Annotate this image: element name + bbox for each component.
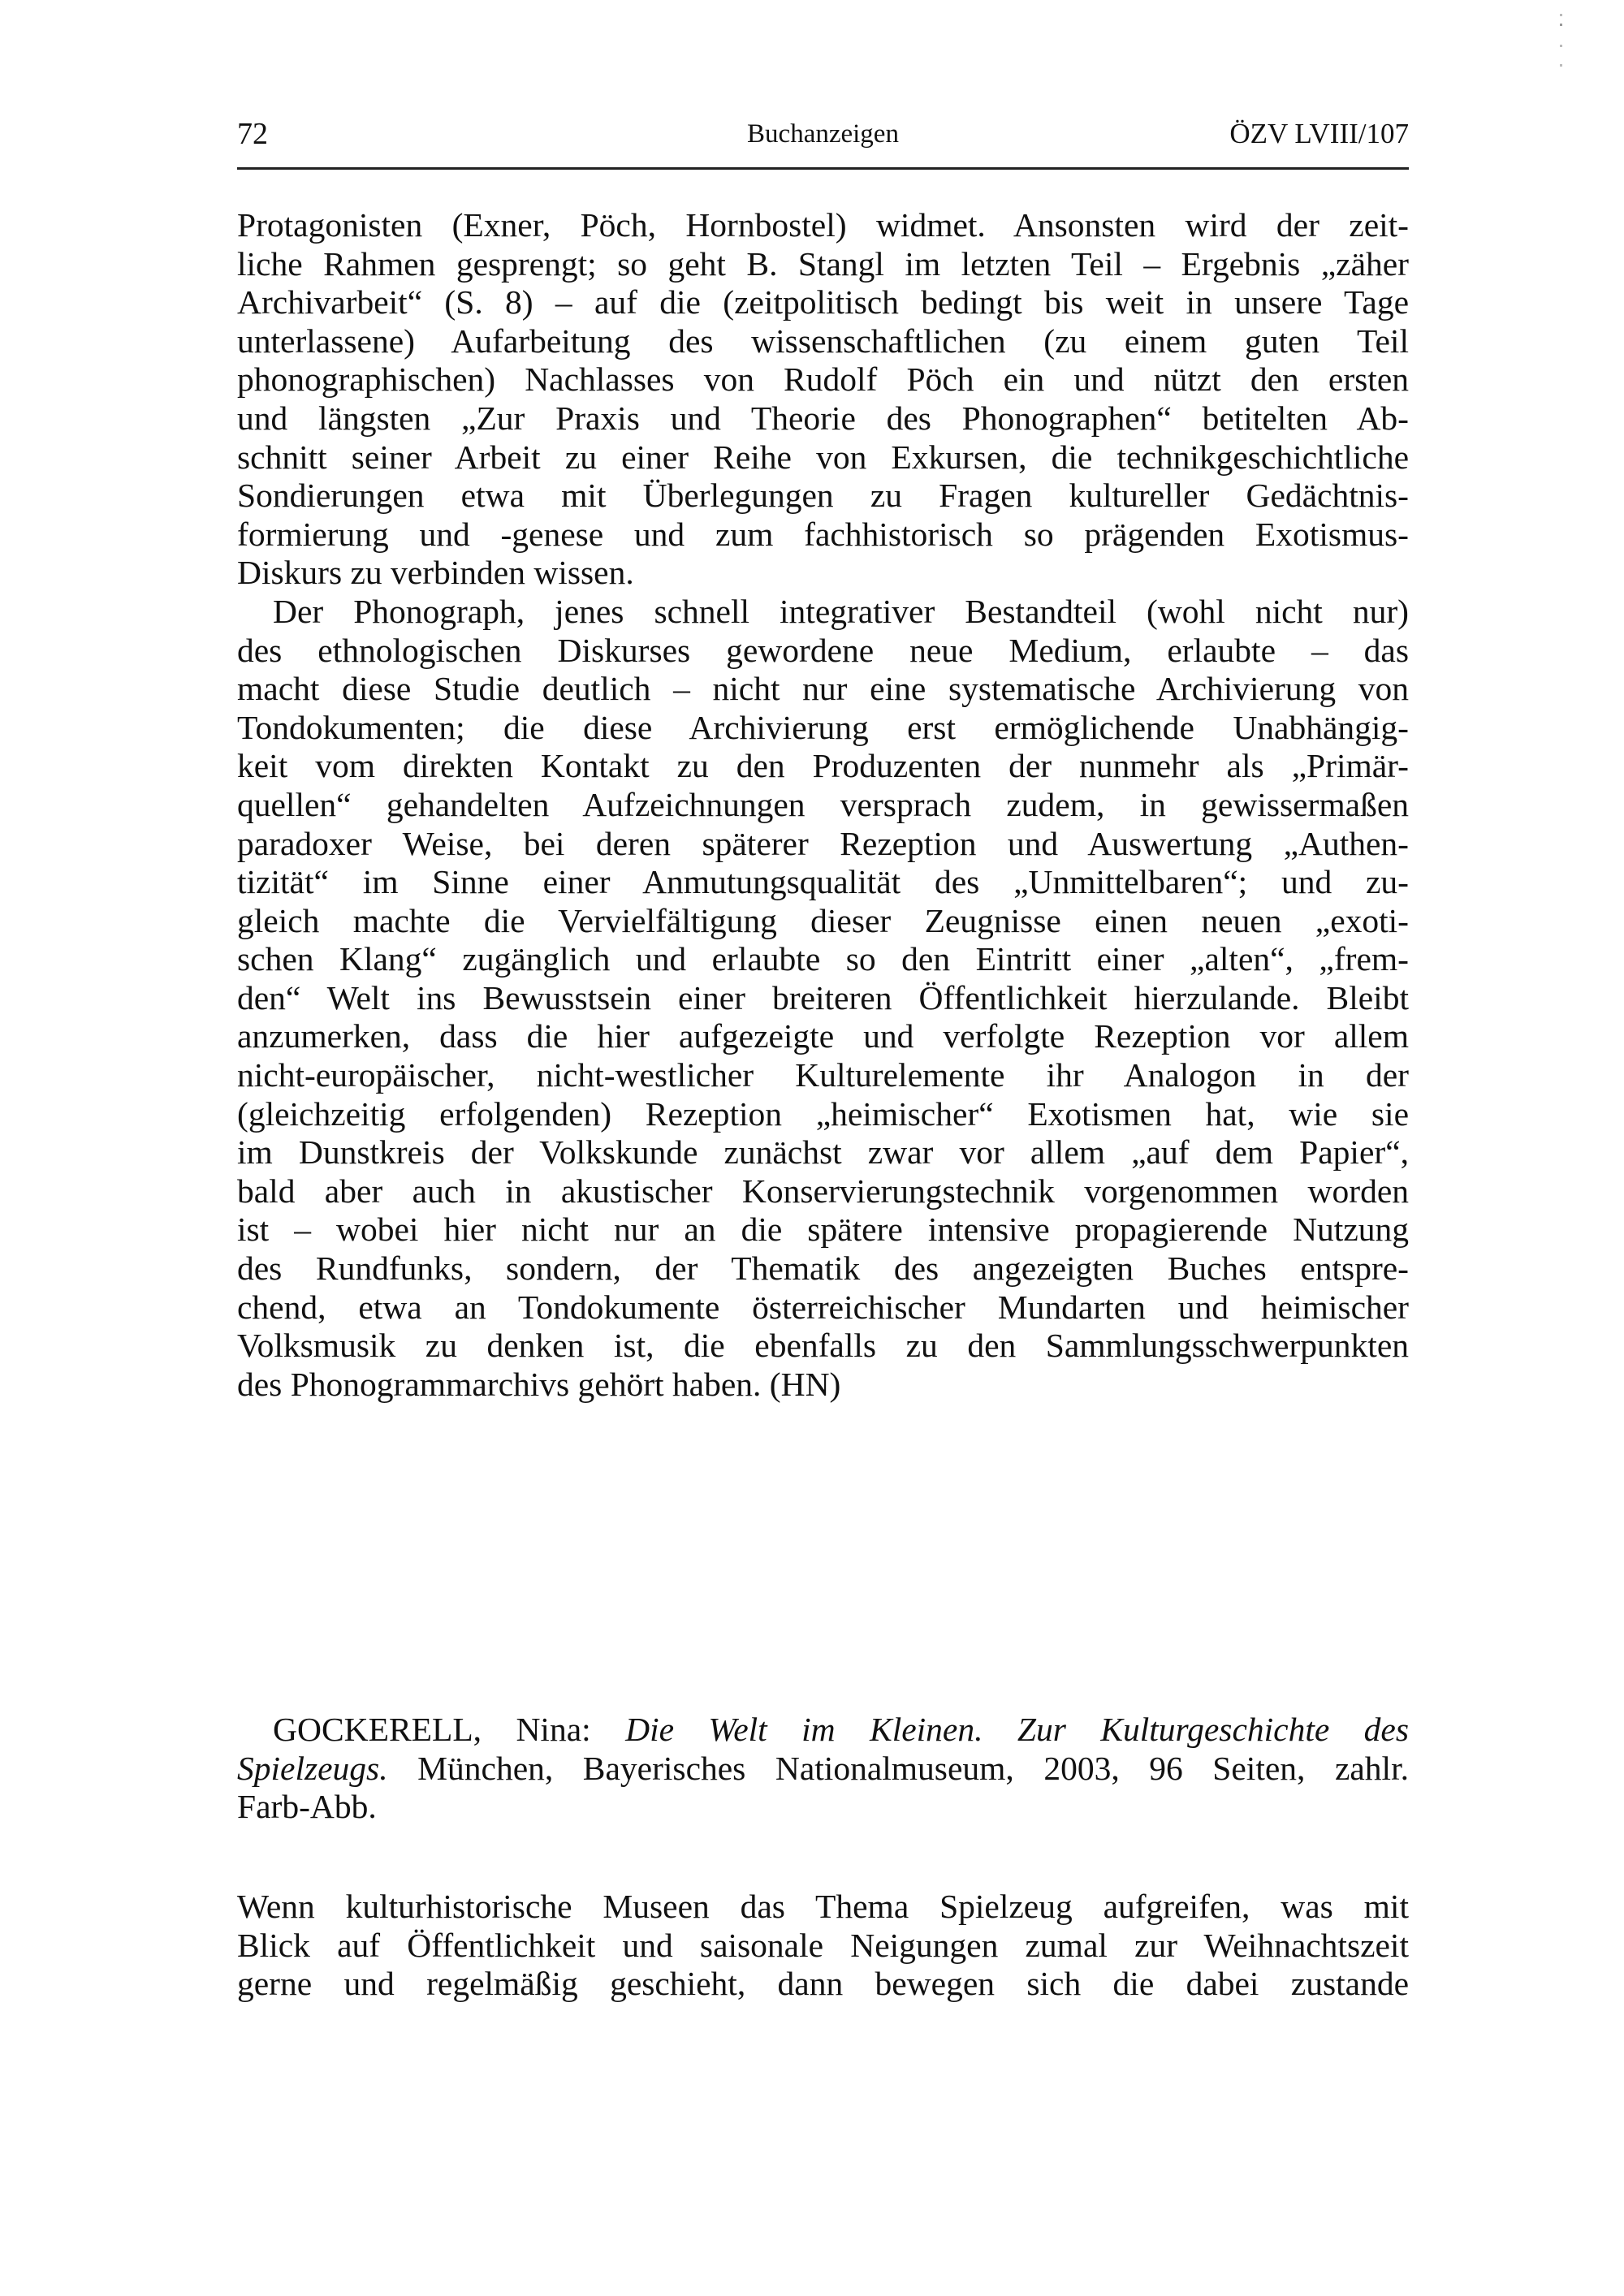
text-line: bald aber auch in akustischer Konservierungstechnik vorgenommen worden bbox=[237, 1172, 1409, 1210]
text-line: Tondokumenten; die diese Archivierung erst ermöglichende Unabhängig- bbox=[237, 708, 1409, 746]
text-line: paradoxer Weise, bei deren späterer Rezeption und Auswertung „Authen- bbox=[237, 824, 1409, 862]
text-line: schen Klang“ zugänglich und erlaubte so den Eintritt einer „alten“, „frem- bbox=[237, 940, 1409, 978]
text-line: Blick auf Öffentlichkeit und saisonale Neigungen zumal zur Weihnachtszeit bbox=[237, 1926, 1409, 1964]
citation-illustrations: Farb-Abb. bbox=[237, 1788, 377, 1826]
citation-title-end: Spielzeugs. bbox=[237, 1749, 388, 1787]
text-line: des Phonogrammarchivs gehört haben. (HN) bbox=[237, 1365, 841, 1403]
review-continued-text bbox=[237, 206, 1409, 1404]
citation-line-2 bbox=[237, 1750, 1409, 1789]
text-line: chend, etwa an Tondokumente österreichischer Mundarten und heimischer bbox=[237, 1288, 1409, 1326]
citation-author: GOCKERELL, Nina: bbox=[273, 1711, 591, 1748]
text-line: quellen“ gehandelten Aufzeichnungen versprach zudem, in gewissermaßen bbox=[237, 785, 1409, 823]
text-line: Der Phonograph, jenes schnell integrativer Bestandteil (wohl nicht nur) bbox=[273, 592, 1409, 630]
citation-title: Die Welt im Kleinen. Zur Kulturgeschichte des bbox=[625, 1711, 1410, 1748]
text-line: gerne und regelmäßig geschieht, dann bewegen sich die dabei zustande bbox=[237, 1965, 1409, 2003]
header-rule-divider bbox=[237, 167, 1409, 170]
text-line: anzumerken, dass die hier aufgezeigte und verfolgte Rezeption vor allem bbox=[237, 1017, 1409, 1055]
text-line: macht diese Studie deutlich – nicht nur eine systematische Archivierung von bbox=[237, 670, 1409, 708]
text-line: Archivarbeit“ (S. 8) – auf die (zeitpolitisch bedingt bis weit in unsere Tage bbox=[237, 283, 1409, 322]
text-line: (gleichzeitig erfolgenden) Rezeption „heimischer“ Exotismen hat, wie sie bbox=[237, 1094, 1409, 1133]
journal-reference: ÖZV LVIII/107 bbox=[1229, 118, 1409, 149]
text-line: Sondierungen etwa mit Überlegungen zu Fragen kultureller Gedächtnis- bbox=[237, 477, 1409, 515]
text-line: tizität“ im Sinne einer Anmutungsqualität des „Unmittelbaren“; und zu- bbox=[237, 863, 1409, 901]
paragraph-1 bbox=[237, 206, 1409, 593]
text-line: liche Rahmen gesprengt; so geht B. Stangl im letzten Teil – Ergebnis „zäher bbox=[237, 244, 1409, 283]
text-line: des ethnologischen Diskurses gewordene neue Medium, erlaubte – das bbox=[237, 631, 1409, 669]
text-line: formierung und -genese und zum fachhistorisch so prägenden Exotismus- bbox=[237, 515, 1409, 553]
book-citation bbox=[237, 1711, 1409, 1827]
text-line: gleich machte die Vervielfältigung dieser Zeugnisse einen neuen „exoti- bbox=[237, 901, 1409, 939]
text-line: Protagonisten (Exner, Pöch, Hornbostel) widmet. Ansonsten wird der zeit- bbox=[237, 206, 1409, 244]
text-line: nicht-europäischer, nicht-westlicher Kulturelemente ihr Analogon in der bbox=[237, 1056, 1409, 1094]
text-line: Wenn kulturhistorische Museen das Thema Spielzeug aufgreifen, was mit bbox=[237, 1888, 1409, 1925]
section-title: Buchanzeigen bbox=[747, 119, 899, 149]
text-line: im Dunstkreis der Volkskunde zunächst zwar vor allem „auf dem Papier“, bbox=[237, 1133, 1409, 1172]
citation-line-3 bbox=[237, 1788, 1409, 1827]
text-line: phonographischen) Nachlasses von Rudolf Pöch ein und nützt den ersten bbox=[237, 360, 1409, 399]
running-head bbox=[237, 114, 1409, 154]
text-line: schnitt seiner Arbeit zu einer Reihe von Exkursen, die technikgeschichtliche bbox=[237, 438, 1409, 476]
text-line: und längsten „Zur Praxis und Theorie des Phonographen“ betitelten Ab- bbox=[237, 399, 1409, 437]
text-line: des Rundfunks, sondern, der Thematik des angezeigten Buches entspre- bbox=[237, 1249, 1409, 1288]
text-line: unterlassene) Aufarbeitung des wissenschaftlichen (zu einem guten Teil bbox=[237, 322, 1409, 360]
text-line: keit vom direkten Kontakt zu den Produzenten der nunmehr als „Primär- bbox=[237, 747, 1409, 785]
text-line: ist – wobei hier nicht nur an die spätere intensive propagierende Nutzung bbox=[237, 1211, 1409, 1249]
review-opening-text bbox=[237, 1888, 1409, 2004]
scan-artifact-dots bbox=[1560, 12, 1563, 77]
paragraph-2 bbox=[237, 593, 1409, 1404]
page-number: 72 bbox=[237, 117, 268, 151]
citation-publication: München, Bayerisches Nationalmuseum, 2003, 96 Seiten, zahlr. bbox=[417, 1749, 1409, 1787]
text-line: den“ Welt ins Bewusstsein einer breiteren Öffentlichkeit hierzulande. Bleibt bbox=[237, 978, 1409, 1016]
citation-line-1 bbox=[237, 1711, 1409, 1750]
text-line: Diskurs zu verbinden wissen. bbox=[237, 554, 634, 592]
text-line: Volksmusik zu denken ist, die ebenfalls zu den Sammlungsschwerpunkten bbox=[237, 1327, 1409, 1365]
